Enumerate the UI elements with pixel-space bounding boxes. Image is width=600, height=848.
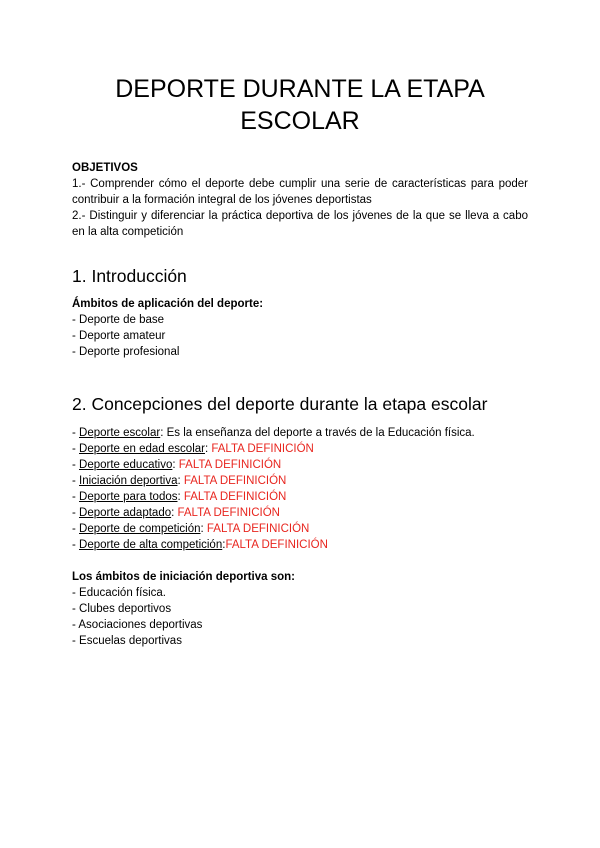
definition-prefix: - [72,427,80,439]
definition-separator: : [204,443,212,455]
definition-term: Deporte escolar [79,427,161,439]
definition-prefix: - [72,491,80,503]
objective-item: 2.- Distinguir y diferenciar la práctica deportiva de los jóvenes de la que se lleva a cabo en la alta competición [72,210,528,238]
list-item: - Deporte profesional [72,346,180,358]
definition-separator: : [172,459,179,471]
definition-separator: : [200,523,207,535]
missing-definition-label: FALTA DEFINICIÓN [211,443,314,455]
section-heading-concepciones: 2. Concepciones del deporte durante la etapa escolar [72,394,488,414]
definition-text: Es la enseñanza del deporte a través de la Educación física. [166,427,475,439]
missing-definition-label: FALTA DEFINICIÓN [177,507,280,519]
definition-term: Deporte en edad escolar [79,443,205,455]
definition-separator: : [222,539,226,551]
definition-term: Deporte para todos [79,491,178,503]
document-page [72,0,528,649]
definition-prefix: - [72,475,80,487]
definition-prefix: - [72,507,80,519]
definition-separator: : [177,475,184,487]
definition-item [72,441,528,457]
objectives-heading: OBJETIVOS [72,162,138,174]
document-title: DEPORTE DURANTE LA ETAPA ESCOLAR [115,75,485,135]
definitions-list [72,425,528,553]
missing-definition-label: FALTA DEFINICIÓN [183,475,287,487]
definition-item [72,473,528,489]
definition-prefix: - [72,443,80,455]
definition-separator: : [160,427,167,439]
definition-separator: : [177,491,184,503]
missing-definition-label: FALTA DEFINICIÓN [183,491,287,503]
ambitos-list [72,312,528,360]
section-subheading: Ámbitos de aplicación del deporte: [72,298,264,310]
definition-item [72,425,528,441]
definition-prefix: - [72,459,80,471]
definition-term: Deporte educativo [79,459,173,471]
section-heading-introduccion: 1. Introducción [72,266,187,286]
list-item: - Escuelas deportivas [72,635,182,647]
definition-prefix: - [72,539,80,551]
definition-term: Iniciación deportiva [79,475,178,487]
definition-item [72,537,528,553]
missing-definition-label: FALTA DEFINICIÓN [225,539,328,551]
list-item: - Deporte amateur [72,330,166,342]
objective-item: 1.- Comprender cómo el deporte debe cumplir una serie de características para poder contribuir a la formación integral de los jóvenes deportistas [72,178,528,206]
list-item: - Educación física. [72,587,166,599]
list-item: - Clubes deportivos [72,603,172,615]
definition-item [72,505,528,521]
definition-item [72,521,528,537]
definition-term: Deporte de alta competición [79,539,223,551]
definition-item [72,489,528,505]
definition-term: Deporte adaptado [79,507,172,519]
list-item: - Asociaciones deportivas [72,619,203,631]
definition-item [72,457,528,473]
list-item: - Deporte de base [72,314,165,326]
missing-definition-label: FALTA DEFINICIÓN [206,523,310,535]
iniciacion-list [72,585,528,649]
objectives-block [72,160,528,240]
definition-prefix: - [72,523,80,535]
definition-separator: : [171,507,178,519]
missing-definition-label: FALTA DEFINICIÓN [178,459,282,471]
section-subheading: Los ámbitos de iniciación deportiva son: [72,571,296,583]
definition-term: Deporte de competición [79,523,201,535]
